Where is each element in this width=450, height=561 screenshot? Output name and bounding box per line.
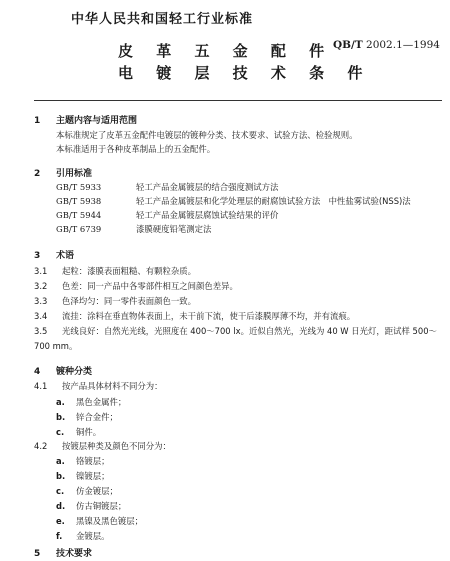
list-marker: c. [56, 486, 65, 496]
list-text: 锌合金件； [76, 412, 118, 422]
list-text: 金镀层。 [76, 531, 110, 541]
list-item [56, 531, 110, 541]
term-item [34, 326, 437, 336]
reference-title: 轻工产品金属镀层腐蚀试验结果的评价 [136, 210, 279, 220]
section-title: 镀种分类 [56, 367, 93, 377]
reference-item [56, 210, 278, 220]
clause-number: 3.5 [34, 326, 48, 336]
clause-text: 起粒：漆膜表面粗糙、有颗粒杂质。 [62, 266, 196, 276]
section-title: 主题内容与适用范围 [56, 116, 138, 126]
list-text: 黑镍及黑色镀层； [76, 516, 143, 526]
section-4-heading [34, 364, 92, 377]
reference-title: 轻工产品金属镀层和化学处理层的耐腐蚀试验方法 中性盐雾试验(NSS)法 [136, 196, 411, 206]
clause-number: 3.4 [34, 311, 48, 321]
classification-group [34, 441, 171, 451]
reference-code: GB/T 5944 [56, 210, 102, 220]
paragraph: 本标准规定了皮革五金配件电镀层的镀种分类、技术要求、试验方法、检验规则。 [56, 130, 358, 140]
clause-text-continued: 700 mm。 [34, 341, 78, 351]
list-item [56, 456, 110, 466]
list-marker: c. [56, 427, 65, 437]
reference-title: 漆膜硬度铅笔测定法 [136, 224, 212, 234]
clause-text: 按镀层种类及颜色不同分为： [62, 441, 171, 451]
reference-code: GB/T 6739 [56, 224, 102, 234]
clause-number: 3.1 [34, 266, 48, 276]
header-divider [34, 100, 442, 101]
section-2-heading [34, 166, 92, 179]
section-number: 4 [34, 367, 41, 377]
list-marker: b. [56, 471, 66, 481]
list-text: 铬镀层； [76, 456, 110, 466]
term-item [34, 311, 355, 321]
section-title: 技术要求 [56, 549, 93, 559]
clause-text: 按产品具体材料不同分为： [62, 381, 163, 391]
section-title: 术语 [56, 251, 75, 261]
reference-item [56, 182, 278, 192]
clause-text: 流挂：涂料在垂直物体表面上，未干前下流，使干后漆膜厚薄不均，并有流痕。 [62, 311, 356, 321]
section-number: 1 [34, 116, 41, 126]
list-item [56, 412, 118, 422]
clause-text: 光线良好：自然光光线，光照度在 400～700 lx。近似自然光，光线为 40 W 日光灯，距试样 500～ [62, 326, 437, 336]
reference-code: GB/T 5938 [56, 196, 102, 206]
term-item [34, 281, 238, 291]
list-text: 仿古铜镀层； [76, 501, 127, 511]
document-title-line2: 电 镀 层 技 术 条 件 [118, 64, 372, 82]
list-marker: a. [56, 397, 65, 407]
list-marker: e. [56, 516, 65, 526]
clause-text: 色差：同一产品中各零部件相互之间颜色差异。 [62, 281, 238, 291]
list-marker: f. [56, 531, 63, 541]
standard-category: 中华人民共和国轻工行业标准 [71, 12, 254, 27]
list-marker: d. [56, 501, 66, 511]
document-title-line1: 皮 革 五 金 配 件 [118, 42, 334, 60]
list-text: 黑色金属件； [76, 397, 127, 407]
clause-text: 色泽均匀：同一零件表面颜色一致。 [62, 296, 196, 306]
list-text: 镍镀层； [76, 471, 110, 481]
clause-number: 4.1 [34, 381, 48, 391]
section-number: 3 [34, 251, 41, 261]
list-text: 仿金镀层； [76, 486, 118, 496]
section-number: 5 [34, 549, 41, 559]
clause-number: 4.2 [34, 441, 48, 451]
term-item [34, 266, 196, 276]
term-item [34, 296, 196, 306]
list-text: 铜件。 [76, 427, 102, 437]
reference-code: GB/T 5933 [56, 182, 102, 192]
list-item [56, 427, 101, 437]
standard-code-number: 2002.1—1994 [366, 39, 440, 51]
list-item [56, 516, 143, 526]
list-item [56, 501, 126, 511]
paragraph: 本标准适用于各种皮革制品上的五金配件。 [56, 144, 216, 154]
clause-number: 3.2 [34, 281, 48, 291]
list-item [56, 471, 110, 481]
section-number: 2 [34, 169, 41, 179]
standard-code [333, 39, 440, 51]
clause-number: 3.3 [34, 296, 48, 306]
reference-item [56, 196, 411, 206]
reference-item [56, 224, 211, 234]
classification-group [34, 381, 163, 391]
list-item [56, 397, 126, 407]
section-1-heading [34, 113, 137, 126]
section-3-heading [34, 248, 74, 261]
list-marker: b. [56, 412, 66, 422]
section-5-heading [34, 546, 92, 559]
standard-code-prefix: QB/T [333, 39, 363, 51]
list-item [56, 486, 118, 496]
reference-title: 轻工产品金属镀层的结合强度测试方法 [136, 182, 279, 192]
list-marker: a. [56, 456, 65, 466]
section-title: 引用标准 [56, 169, 93, 179]
